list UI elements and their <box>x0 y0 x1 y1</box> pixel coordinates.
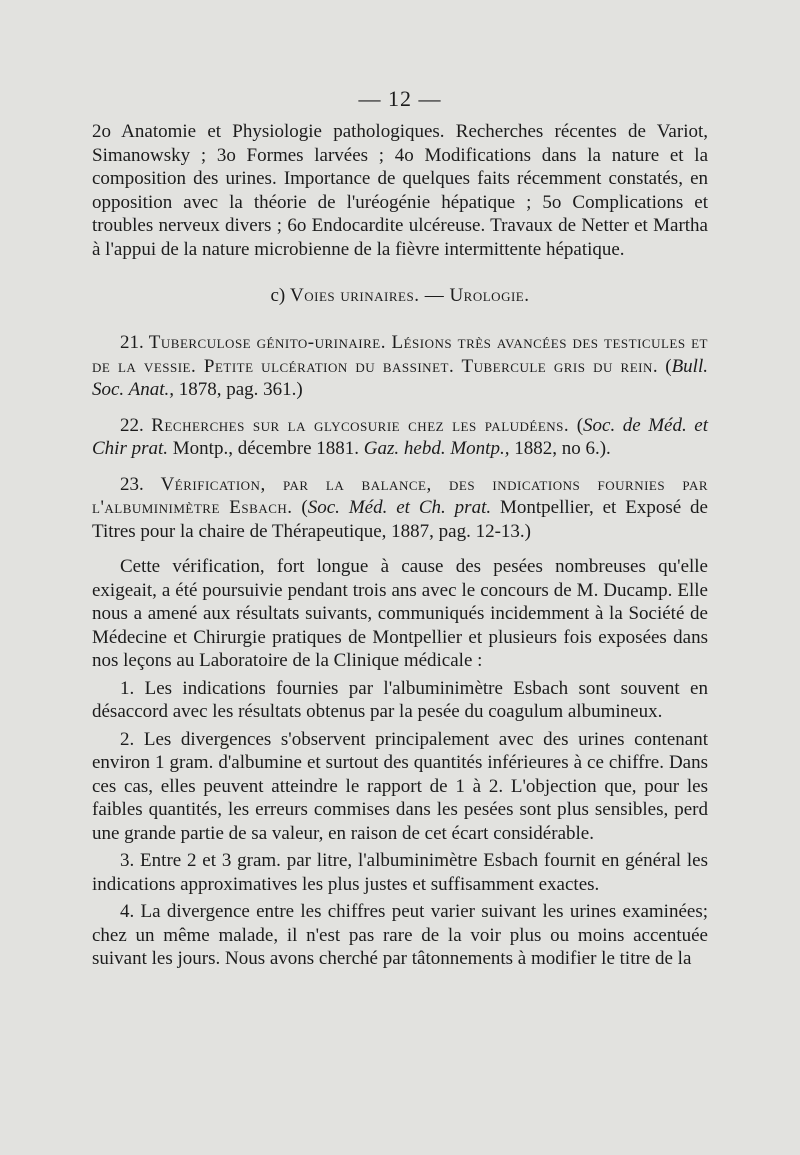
entry-ref-journal: Soc. de Méd. et Chir prat. <box>92 414 708 459</box>
result-item-4: 4. La divergence entre les chiffres peut varier suivant les urines examinées; chez un même malade, il n'est pas rare de la voir plus ou moins accentuée suivant les jours. Nous avons cherché par tâtonnements à modifier le titre de la <box>92 901 708 969</box>
result-item-1: 1. Les indications fournies par l'albuminimètre Esbach sont souvent en désaccord avec les résultats obtenus par la pesée du coagulum albumineux. <box>92 677 708 722</box>
section-heading <box>92 285 708 307</box>
result-item-2: 2. Les divergences s'observent principalement avec des urines contenant environ 1 gram. d'albumine et surtout des quantités inférieures à ce chiffre. Dans ces cas, elles peuvent atteindre le rapport de 1 à 2. L'objection que, pour les faibles quantités, les erreurs commises dans les pesées sont plus sensibles, perd une grande partie de sa valeur, en raison de cet écart considérable. <box>92 728 708 844</box>
result-item-3: 3. Entre 2 et 3 gram. par litre, l'albuminimètre Esbach fournit en général les indications approximatives les plus justes et suffisamment exactes. <box>92 850 708 895</box>
entry-ref-open: ( <box>292 497 308 518</box>
bibliography-entry-23 <box>92 473 708 544</box>
entry-ref-details: 1878, pag. 361.) <box>173 379 303 400</box>
entry-ref-journal-2: Gaz. hebd. Montp., <box>363 438 510 459</box>
entry-ref-details: Montpellier, et Exposé de Titres pour la chaire de Thérapeutique, 1887, pag. 12-13.) <box>92 497 708 542</box>
section-letter: c) <box>270 285 286 306</box>
body-paragraph: Cette vérification, fort longue à cause des pesées nombreuses qu'elle exigeait, a été poursuivie pendant trois ans avec le concours de M. Ducamp. Elle nous a amené aux résultats suivants, communiqués incidemment à la Société de Médecine et Chirurgie pratiques de Montpellier et plusieurs fois exposées dans nos leçons au Laboratoire de la Clinique médicale : <box>92 556 708 671</box>
entry-ref-journal: Soc. Méd. et Ch. prat. <box>307 497 492 518</box>
entry-title: Vérification, par la balance, des indications fournies par l'albuminimètre Esbach. <box>92 473 708 518</box>
entry-title: Recherches sur la glycosurie chez les paludéens. <box>151 414 570 436</box>
entry-ref-open: ( <box>665 355 672 377</box>
page-number: — 12 — <box>358 86 442 111</box>
entry-ref-journal: Bull. Soc. Anat., <box>92 355 708 400</box>
entry-ref-open: ( <box>569 414 584 436</box>
bibliography-entry-21 <box>92 331 708 402</box>
intro-paragraph: 2o Anatomie et Physiologie pathologiques. Recherches récentes de Variot, Simanowsky ; 3o Formes larvées ; 4o Modifications dans la nature et la composition des urines. Importance de quelques faits récemment constatés, en opposition avec la théorie de l'uréogénie hépatique ; 5o Complications et troubles nerveux divers ; 6o Endocardite ulcéreuse. Travaux de Netter et Martha à l'appui de la nature microbienne de la fièvre intermittente hépatique. <box>92 121 708 260</box>
entry-number: 23. <box>120 473 144 495</box>
entry-ref-mid: Montp., décembre 1881. <box>168 438 364 459</box>
section-title: Voies urinaires. — Urologie. <box>290 285 530 306</box>
bibliography-entry-22 <box>92 414 708 461</box>
entry-number: 22. <box>120 414 144 436</box>
entry-number: 21. <box>120 332 144 353</box>
entry-title: Tuberculose génito-urinaire. Lésions très avancées des testicules et de la vessie. Petite ulcération du bassinet. Tubercule gris du rein. <box>92 332 708 377</box>
entry-ref-details: 1882, no 6.). <box>509 438 611 459</box>
